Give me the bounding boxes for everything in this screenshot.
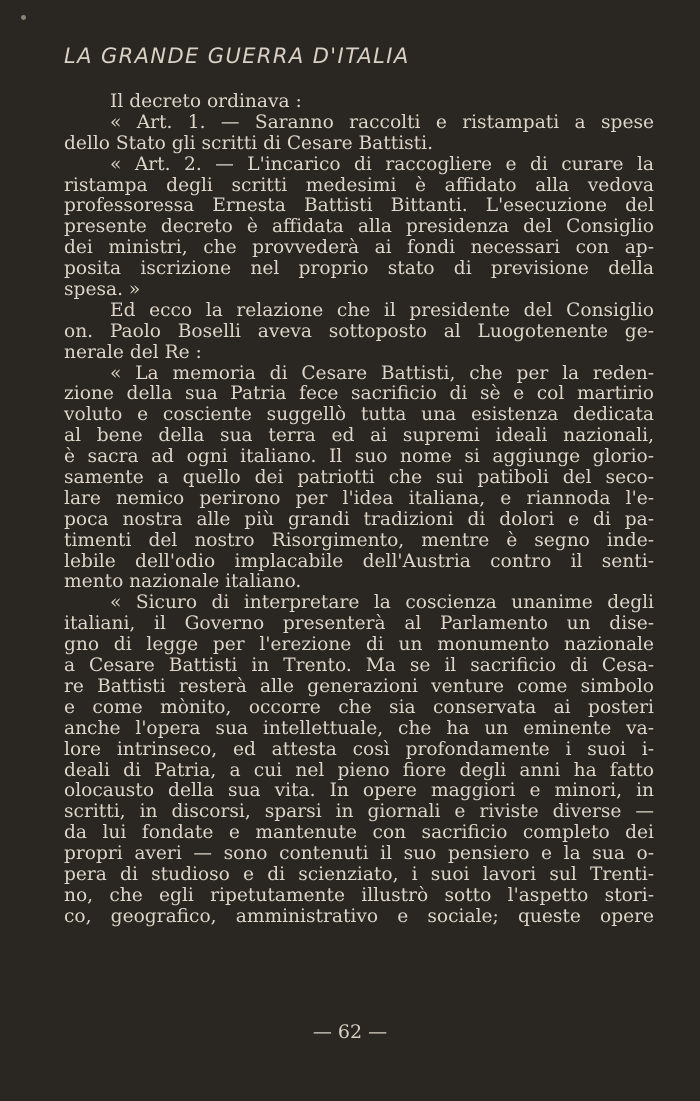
text-line: propri averi — sono contenuti il suo pensiero e la sua o- bbox=[64, 843, 654, 865]
text-line: dello Stato gli scritti di Cesare Battisti. bbox=[64, 132, 434, 154]
text-line: dei ministri, che provvederà ai fondi necessari con ap- bbox=[64, 237, 654, 259]
text-line: on. Paolo Boselli aveva sottoposto al Luogotenente ge- bbox=[64, 320, 654, 342]
text-line: samente a quello dei patriotti che sui patiboli del seco- bbox=[64, 467, 654, 489]
text-line: professoressa Ernesta Battisti Bittanti. L'esecuzione del bbox=[64, 195, 654, 217]
text-line: italiani, il Governo presenterà al Parlamento un dise- bbox=[64, 613, 654, 635]
text-line: da lui fondate e mantenute con sacrificio completo dei bbox=[64, 822, 654, 844]
text-line: timenti del nostro Risorgimento, mentre è segno inde- bbox=[64, 529, 654, 551]
running-header: LA GRANDE GUERRA D'ITALIA bbox=[64, 44, 410, 68]
text-line: co, geografico, amministrativo e sociale; queste opere bbox=[64, 905, 654, 927]
text-line: « Sicuro di interpretare la coscienza unanime degli bbox=[110, 592, 654, 614]
page-number: — 62 — bbox=[312, 1021, 388, 1043]
text-line: lebile dell'odio implacabile dell'Austria contro il senti- bbox=[64, 550, 654, 572]
text-line: al bene della sua terra ed ai supremi ideali nazionali, bbox=[64, 425, 654, 447]
text-line: zione della sua Patria fece sacrificio di sè e col martirio bbox=[64, 383, 654, 405]
text-line: pera di studioso e di scienziato, i suoi lavori sul Trenti- bbox=[64, 863, 654, 885]
text-line: anche l'opera sua intellettuale, che ha un eminente va- bbox=[64, 717, 654, 739]
text-line: scritti, in discorsi, sparsi in giornali e riviste diverse — bbox=[64, 801, 654, 823]
text-line: re Battisti resterà alle generazioni venture come simbolo bbox=[64, 675, 654, 697]
text-line: « Art. 2. — L'incarico di raccogliere e di curare la bbox=[110, 153, 654, 175]
text-line: lare nemico perirono per l'idea italiana, e riannoda l'e- bbox=[64, 487, 654, 509]
text-line: posita iscrizione nel proprio stato di previsione della bbox=[64, 258, 654, 280]
text-line: Il decreto ordinava : bbox=[110, 91, 302, 112]
text-line: no, che egli ripetutamente illustrò sotto l'aspetto stori- bbox=[64, 884, 654, 906]
text-line: olocausto della sua vita. In opere maggiori e minori, in bbox=[64, 780, 654, 802]
text-line: gno di legge per l'erezione di un monumento nazionale bbox=[64, 634, 654, 656]
text-line: è sacra ad ogni italiano. Il suo nome si aggiunge glorio- bbox=[64, 446, 654, 468]
text-line: « Art. 1. — Saranno raccolti e ristampati a spese bbox=[110, 111, 654, 133]
text-line: deali di Patria, a cui nel pieno fiore degli anni ha fatto bbox=[64, 759, 654, 781]
text-line: ristampa degli scritti medesimi è affidato alla vedova bbox=[64, 174, 654, 196]
text-line: e come mònito, occorre che sia conservata ai posteri bbox=[64, 696, 654, 718]
page-body-text bbox=[64, 92, 654, 928]
text-line: lore intrinseco, ed attesta così profondamente i suoi i- bbox=[64, 738, 654, 760]
text-line: spesa. » bbox=[64, 279, 141, 301]
text-line: presente decreto è affidata alla presidenza del Consiglio bbox=[64, 216, 654, 238]
text-line: a Cesare Battisti in Trento. Ma se il sacrificio di Cesa- bbox=[64, 655, 654, 677]
text-line: poca nostra alle più grandi tradizioni di dolori e di pa- bbox=[64, 508, 654, 530]
text-line: nerale del Re : bbox=[64, 341, 202, 363]
text-line: voluto e cosciente suggellò tutta una esistenza dedicata bbox=[64, 404, 654, 426]
page-mark bbox=[21, 15, 26, 20]
text-line: Ed ecco la relazione che il presidente del Consiglio bbox=[110, 299, 654, 321]
text-line: « La memoria di Cesare Battisti, che per la reden- bbox=[110, 362, 654, 384]
text-line: mento nazionale italiano. bbox=[64, 571, 302, 593]
